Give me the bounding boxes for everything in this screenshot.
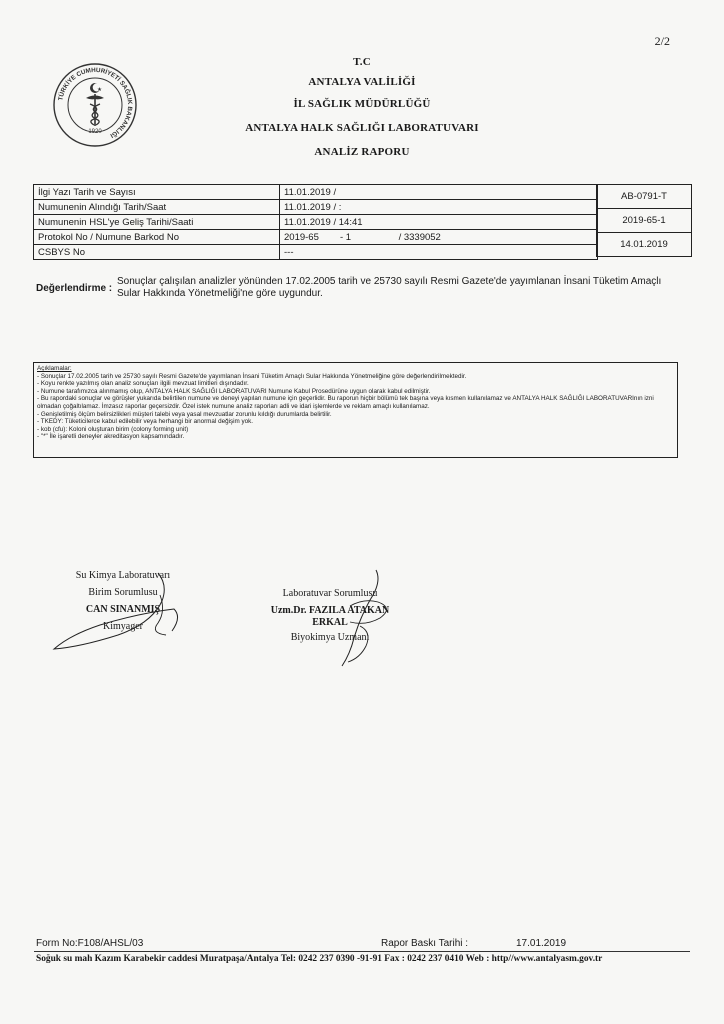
explanation-line: - TKEDY: Tüketicilerce kabul edilebilir veya herhangi bir anormal değişim yok. bbox=[37, 418, 254, 426]
signature-left-name: CAN SINANMIŞ bbox=[85, 604, 161, 615]
info-value: --- bbox=[280, 245, 598, 260]
signature-left-title: Kimyager bbox=[103, 621, 143, 632]
explanation-line: - kob (cfu): Koloni oluşturan birim (colony forming unit) bbox=[37, 425, 189, 433]
table-row bbox=[34, 245, 598, 260]
explanation-line: - Genişletilmiş ölçüm belirsizlikleri müşteri talebi veya yasal mevzuatlar zorunlu kıldığı durumlarda belirtilir. bbox=[37, 410, 332, 418]
table-row bbox=[34, 215, 598, 230]
report-code: AB-0791-T bbox=[597, 185, 691, 209]
info-value: 11.01.2019 / bbox=[280, 185, 598, 200]
footer-divider bbox=[34, 951, 690, 952]
report-codes-box bbox=[596, 184, 692, 257]
table-row bbox=[34, 230, 598, 245]
explanation-line: - Sonuçlar 17.02.2005 tarih ve 25730 sayılı Resmi Gazete'de yayımlanan İnsani Tüketim Amaçlı Sular Hakkında Yönetmeliğine göre değerlendirilmektedir. bbox=[37, 372, 467, 380]
form-number: Form No:F108/AHSL/03 bbox=[36, 938, 144, 949]
report-date: 14.01.2019 bbox=[620, 239, 668, 250]
explanation-line: - Numune tarafımızca alınmamış olup, ANTALYA HALK SAĞLIĞI LABORATUVARI Numune Kabul Prosedürüne uygun olarak kabul edilmiştir. bbox=[37, 387, 431, 395]
explanation-line: - Bu rapordaki sonuçlar ve görüşler yukarıda belirtilen numune ve deneyi yapılan numune için geçerlidir. Bu raporun hiçbir bölümü tek başına veya kısmen kullanılamaz ve ANTALYA HALK SAĞLIĞI LABORATUVARInın izni olmadan çoğaltılamaz. İmzasız raporlar geçersizdir. Özel istek numune analiz raporları adli ve idari işlemlerde ve reklam amaçlı kullanılamaz. bbox=[37, 395, 654, 410]
info-value: 11.01.2019 / : bbox=[280, 200, 598, 215]
evaluation-label: Değerlendirme : bbox=[36, 283, 113, 294]
print-date-label: Rapor Baskı Tarihi : bbox=[381, 938, 469, 949]
table-row bbox=[34, 185, 598, 200]
print-date: 17.01.2019 bbox=[516, 938, 567, 949]
header-laboratuvar: ANTALYA HALK SAĞLIĞI LABORATUVARI bbox=[245, 122, 479, 134]
evaluation-text: Sonuçlar çalışılan analizler yönünden 17.02.2005 tarih ve 25730 sayılı Resmi Gazete'de yayımlanan İnsani Tüketim Amaçlı Sular Hakkında Yönetmeliği'ne göre uygundur. bbox=[117, 276, 662, 299]
signature-left-role: Birim Sorumlusu bbox=[88, 587, 158, 598]
info-label: Protokol No / Numune Barkod No bbox=[34, 230, 280, 245]
seal-ring-text: TÜRKİYE CUMHURİYETİ SAĞLIK BAKANLIĞI bbox=[57, 66, 134, 139]
seal-year: 1920 bbox=[88, 129, 102, 135]
signature-right-title: Biyokimya Uzmanı bbox=[290, 632, 370, 643]
info-value: 2019-65 - 1 / 3339052 bbox=[280, 230, 598, 245]
header-tc: T.C bbox=[353, 56, 371, 68]
explanation-line: - Koyu renkte yazılmış olan analiz sonuçları ilgili mevzuat limitleri dışındadır. bbox=[37, 380, 249, 388]
info-label: CSBYS No bbox=[34, 245, 280, 260]
protocol-code: 2019-65-1 bbox=[597, 209, 691, 233]
info-label: Numunenin HSL'ye Geliş Tarihi/Saati bbox=[34, 215, 280, 230]
info-label: İlgi Yazı Tarih ve Sayısı bbox=[34, 185, 280, 200]
signature-right-surname: ERKAL bbox=[312, 617, 348, 628]
signature-left-handwritten bbox=[40, 565, 190, 660]
signature-right-handwritten bbox=[320, 566, 410, 672]
info-label: Numunenin Alındığı Tarih/Saat bbox=[34, 200, 280, 215]
header-report-title: ANALİZ RAPORU bbox=[314, 146, 410, 158]
page-number: 2/2 bbox=[654, 34, 670, 48]
footer-address: Soğuk su mah Kazım Karabekir caddesi Muratpaşa/Antalya Tel: 0242 237 0390 -91-91 Fax : 0242 237 0410 Web : http//www.antalyasm.gov.tr bbox=[36, 954, 603, 964]
report-info-table bbox=[33, 184, 598, 260]
header-mudurluk: İL SAĞLIK MÜDÜRLÜĞÜ bbox=[293, 98, 431, 110]
header-valilik: ANTALYA VALİLİĞİ bbox=[308, 76, 416, 88]
signature-left-unit: Su Kimya Laboratuvarı bbox=[75, 570, 171, 581]
explanation-line: - "*" İle işaretli deneyler akreditasyon kapsamındadır. bbox=[37, 433, 185, 441]
explanations-title: Açıklamalar: bbox=[37, 365, 72, 372]
info-value: 11.01.2019 / 14:41 bbox=[280, 215, 598, 230]
signature-right-name: Uzm.Dr. FAZILA ATAKAN bbox=[270, 605, 390, 616]
explanations-box bbox=[33, 362, 678, 458]
signature-right-role: Laboratuvar Sorumlusu bbox=[282, 588, 378, 599]
table-row bbox=[34, 200, 598, 215]
footer-form-row bbox=[36, 938, 696, 949]
